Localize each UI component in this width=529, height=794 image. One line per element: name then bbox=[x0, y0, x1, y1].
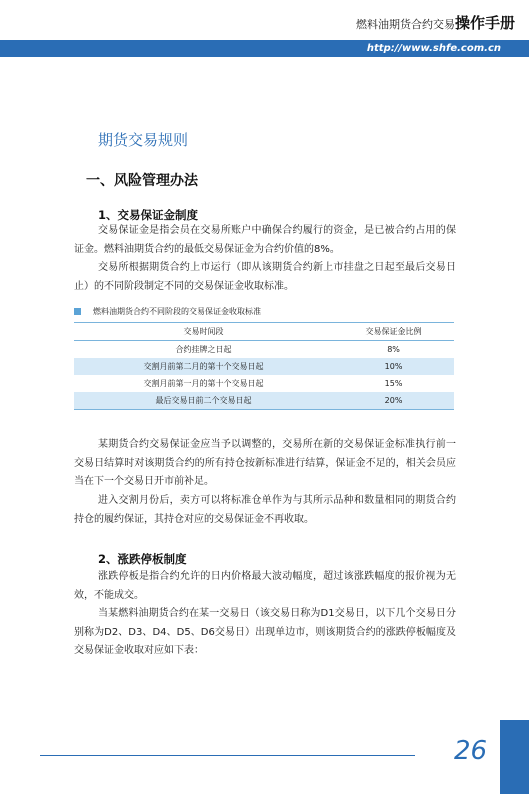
section-title: 期货交易规则 bbox=[98, 131, 189, 149]
page-tab bbox=[500, 720, 529, 794]
subheading-price-limit: 2、涨跌停板制度 bbox=[98, 552, 187, 566]
paragraph: 交易保证金是指会员在交易所账户中确保合约履行的资金，是已被合约占用的保证金。燃料油期货合约的最低交易保证金为合约价值的8%。 bbox=[74, 225, 456, 255]
footer-rule bbox=[40, 755, 415, 756]
website-link[interactable]: http://www.shfe.com.cn bbox=[366, 43, 501, 54]
manual-title-bold: 操作手册 bbox=[454, 14, 515, 32]
paragraph: 涨跌停板是指合约允许的日内价格最大波动幅度，超过该涨跌幅度的报价视为无效，不能成交。 bbox=[74, 571, 456, 601]
paragraph: 当某燃料油期货合约在某一交易日（该交易日称为D1交易日，以下几个交易日分别称为D2、D3、D4、D5、D6交易日）出现单边市，则该期货合约的涨跌停板幅度及交易保证金收取对应如下表： bbox=[74, 608, 456, 656]
table-caption bbox=[74, 306, 261, 317]
table-cell: 8% bbox=[387, 345, 400, 354]
heading-risk-management: 一、风险管理办法 bbox=[86, 173, 198, 189]
table-row bbox=[74, 392, 454, 410]
table-header-cell: 交易时间段 bbox=[74, 323, 333, 341]
margin-table bbox=[74, 322, 454, 410]
table-cell: 交割月前第一月的第十个交易日起 bbox=[143, 379, 264, 388]
table-row bbox=[74, 358, 454, 375]
table-header-row bbox=[74, 323, 454, 341]
manual-title bbox=[356, 12, 515, 33]
table-header-cell: 交易保证金比例 bbox=[333, 323, 454, 341]
table-cell: 10% bbox=[333, 358, 454, 375]
table-cell: 15% bbox=[384, 379, 403, 388]
subheading-margin-system: 1、交易保证金制度 bbox=[98, 208, 199, 222]
table-caption-text: 燃料油期货合约不同阶段的交易保证金收取标准 bbox=[93, 307, 261, 316]
paragraph: 某期货合约交易保证金应当予以调整的，交易所在新的交易保证金标准执行前一交易日结算时对该期货合约的所有持仓按新标准进行结算，保证金不足的，相关会员应当在下一个交易日开市前补足。 bbox=[74, 439, 456, 487]
table-row bbox=[74, 341, 454, 359]
table-cell: 合约挂牌之日起 bbox=[175, 345, 232, 354]
table-cell: 交割月前第二月的第十个交易日起 bbox=[74, 358, 333, 375]
caption-square-icon bbox=[74, 308, 81, 315]
page-number: 26 bbox=[454, 736, 488, 766]
table-cell: 20% bbox=[333, 392, 454, 410]
table-cell: 最后交易日前二个交易日起 bbox=[74, 392, 333, 410]
paragraph: 交易所根据期货合约上市运行（即从该期货合约新上市挂盘之日起至最后交易日止）的不同阶段制定不同的交易保证金收取标准。 bbox=[74, 262, 456, 292]
table-row bbox=[74, 375, 454, 392]
paragraph: 进入交割月份后，卖方可以将标准仓单作为与其所示品种和数量相同的期货合约持仓的履约保证，其持仓对应的交易保证金不再收取。 bbox=[74, 495, 456, 525]
manual-title-prefix: 燃料油期货合约交易 bbox=[355, 18, 455, 31]
